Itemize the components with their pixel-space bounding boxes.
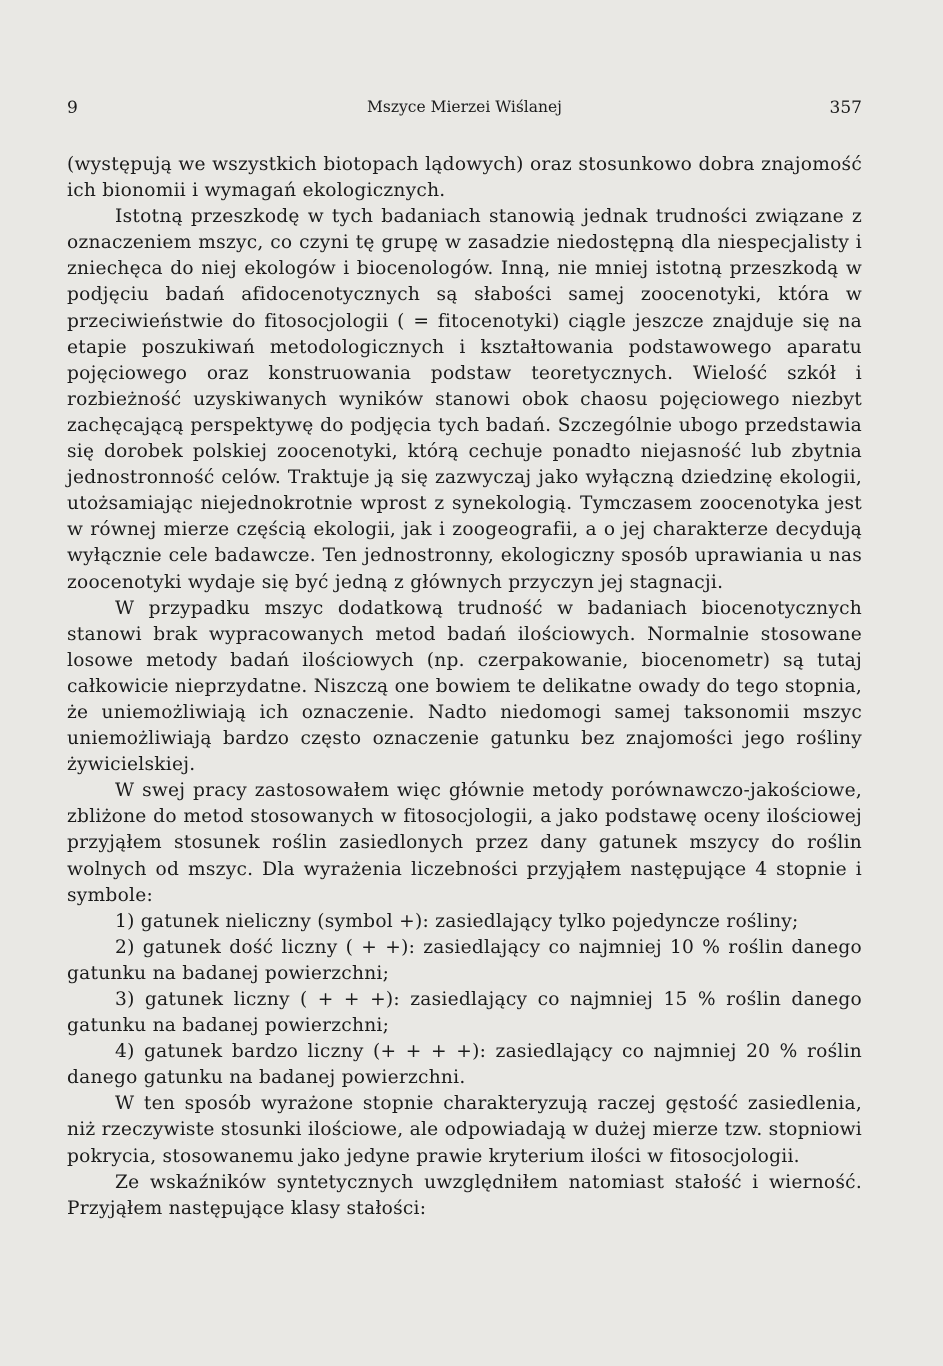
header-left-number: 9 (67, 98, 78, 118)
list-item-3: 3) gatunek liczny ( + + +): zasiedlający co najmniej 15 % roślin danego gatunku na badanej powierzchni; (67, 989, 862, 1037)
paragraph-1-continuation: (występują we wszystkich biotopach lądowych) oraz stosunkowo dobra znajomość ich bionomii i wymagań ekologicznych. (67, 154, 862, 202)
list-item-4: 4) gatunek bardzo liczny (+ + + +): zasiedlający co najmniej 20 % roślin danego gatunku na badanej powierzchni. (67, 1041, 862, 1089)
list-item-1: 1) gatunek nieliczny (symbol +): zasiedlający tylko pojedyncze rośliny; (115, 910, 799, 932)
paragraph-5: W ten sposób wyrażone stopnie charakteryzują raczej gęstość zasiedlenia, niż rzeczywiste stosunki ilościowe, ale odpowiadają w dużej mierze tzw. stopniowi pokrycia, stosowanemu jako jedyne prawie kryterium ilości w fitosocjologii. (67, 1093, 862, 1167)
paragraph-6: Ze wskaźników syntetycznych uwzględniłem natomiast stałość i wierność. Przyjąłem następujące klasy stałości: (67, 1171, 862, 1219)
paragraph-3: W przypadku mszyc dodatkową trudność w badaniach biocenotycznych stanowi brak wypracowanych metod badań ilościowych. Normalnie stosowane losowe metody badań ilościowych (np. czerpakowanie, biocenometr) są tutaj całkowicie nieprzydatne. Niszczą one bowiem te delikatne owady do tego stopnia, że uniemożliwiają ich oznaczenie. Nadto niedomogi samej taksonomii mszyc uniemożliwiają bardzo często oznaczenie gatunku bez znajomości jego rośliny żywicielskiej. (67, 597, 862, 776)
running-title: Mszyce Mierzei Wiślanej (367, 98, 562, 116)
running-header (67, 98, 862, 124)
paragraph-2: Istotną przeszkodę w tych badaniach stanowią jednak trudności związane z oznaczeniem mszyc, co czyni tę grupę w zasadzie niedostępną dla niespecjalisty i zniechęca do niej ekologów i biocenologów. Inną, nie mniej istotną przeszkodą w podjęciu badań afidocenotycznych są słabości samej zoocenotyki, która w przeciwieństwie do fitosocjologii ( = fitocenotyki) ciągle jeszcze znajduje się na etapie poszukiwań metodologicznych i kształtowania podstawowego aparatu pojęciowego oraz konstruowania podstaw teoretycznych. Wielość szkół i rozbieżność uzyskiwanych wyników stanowi obok chaosu pojęciowego niezbyt zachęcającą perspektywę do podjęcia tych badań. Szczególnie ubogo przedstawia się dorobek polskiej zoocenotyki, którą cechuje ponadto niejasność lub zbytnia jednostronność celów. Traktuje ją się zazwyczaj jako wyłączną dziedzinę ekologii, utożsamiając niejednokrotnie wprost z synekologią. Tymczasem zoocenotyka jest w równej mierze częścią ekologii, jak i zoogeografii, a o jej charakterze decydują wyłącznie cele badawcze. Ten jednostronny, ekologiczny sposób uprawiania u nas zoocenotyki wydaje się być jedną z głównych przyczyn jej stagnacji. (67, 206, 862, 593)
page-number: 357 (829, 98, 862, 118)
body-text (67, 152, 862, 1222)
paragraph-4: W swej pracy zastosowałem więc głównie metody porównawczo-jakościowe, zbliżone do metod stosowanych w fitosocjologii, a jako podstawę oceny ilościowej przyjąłem stosunek roślin zasiedlonych przez dany gatunek mszycy do roślin wolnych od mszyc. Dla wyrażenia liczebności przyjąłem następujące 4 stopnie i symbole: (67, 780, 862, 906)
list-item-2: 2) gatunek dość liczny ( + +): zasiedlający co najmniej 10 % roślin danego gatunku na badanej powierzchni; (67, 936, 862, 984)
